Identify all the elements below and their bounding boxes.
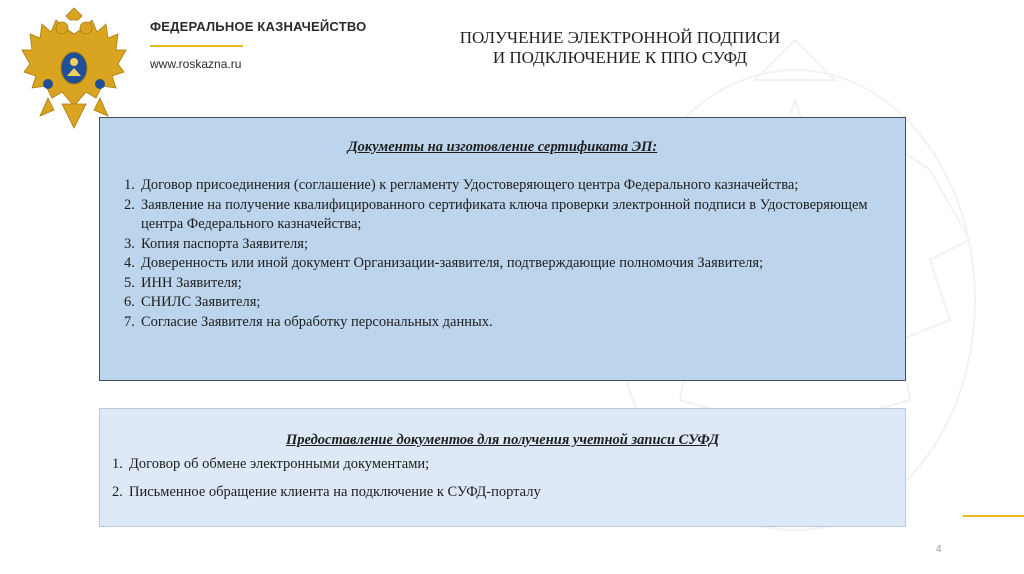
title-line-2: И ПОДКЛЮЧЕНИЕ К ППО СУФД bbox=[492, 48, 748, 67]
list-item-text: Письменное обращение клиента на подключение к СУФД-порталу bbox=[129, 484, 541, 500]
list-item-number: 2. bbox=[112, 484, 123, 500]
list-item bbox=[124, 196, 894, 235]
list-item-number: 2. bbox=[124, 196, 135, 213]
list-item-number: 7. bbox=[124, 313, 135, 330]
website-link[interactable]: www.roskazna.ru bbox=[150, 57, 242, 71]
accent-divider bbox=[963, 515, 1024, 517]
org-divider bbox=[150, 45, 243, 47]
list-item bbox=[124, 313, 894, 333]
list-item-number: 1. bbox=[124, 177, 135, 193]
list-item-number: 6. bbox=[124, 294, 135, 310]
certificate-docs-list bbox=[124, 176, 894, 332]
list-item-text: Доверенность или иной документ Организации-заявителя, подтверждающие полномочия Заявителя; bbox=[141, 255, 764, 271]
sufd-docs-list bbox=[112, 455, 892, 501]
list-item-text: СНИЛС Заявителя; bbox=[141, 294, 261, 310]
certificate-docs-heading: Документы на изготовление сертификата ЭП: bbox=[347, 139, 658, 155]
list-item-text: Копия паспорта Заявителя; bbox=[141, 235, 308, 252]
treasury-emblem-icon bbox=[18, 6, 130, 130]
title-line-1: ПОЛУЧЕНИЕ ЭЛЕКТРОННОЙ ПОДПИСИ bbox=[459, 28, 781, 47]
list-item-text: ИНН Заявителя; bbox=[141, 274, 242, 291]
sufd-docs-heading: Предоставление документов для получения учетной записи СУФД bbox=[286, 432, 719, 448]
list-item bbox=[112, 483, 892, 501]
list-item-text: Заявление на получение квалифицированного сертификата ключа проверки электронной подписи в Удостоверяющем центра Федерального казначейства; bbox=[141, 196, 868, 232]
list-item-text: Согласие Заявителя на обработку персональных данных. bbox=[141, 313, 493, 330]
org-name: ФЕДЕРАЛЬНОЕ КАЗНАЧЕЙСТВО bbox=[150, 19, 367, 34]
list-item bbox=[124, 235, 894, 255]
list-item bbox=[124, 254, 894, 274]
list-item-text: Договор присоединения (соглашение) к регламенту Удостоверяющего центра Федерального казначейства; bbox=[141, 177, 799, 193]
list-item-text: Договор об обмене электронными документами; bbox=[129, 456, 430, 472]
sufd-docs-panel bbox=[99, 408, 906, 527]
list-item-number: 3. bbox=[124, 235, 135, 252]
list-item-number: 5. bbox=[124, 274, 135, 291]
list-item bbox=[124, 274, 894, 294]
list-item bbox=[112, 455, 892, 473]
list-item-number: 4. bbox=[124, 255, 135, 271]
page-title bbox=[430, 28, 810, 68]
list-item bbox=[124, 293, 894, 313]
page-number: 4 bbox=[936, 544, 942, 555]
certificate-docs-panel bbox=[99, 117, 906, 381]
list-item bbox=[124, 176, 894, 196]
list-item-number: 1. bbox=[112, 456, 123, 472]
